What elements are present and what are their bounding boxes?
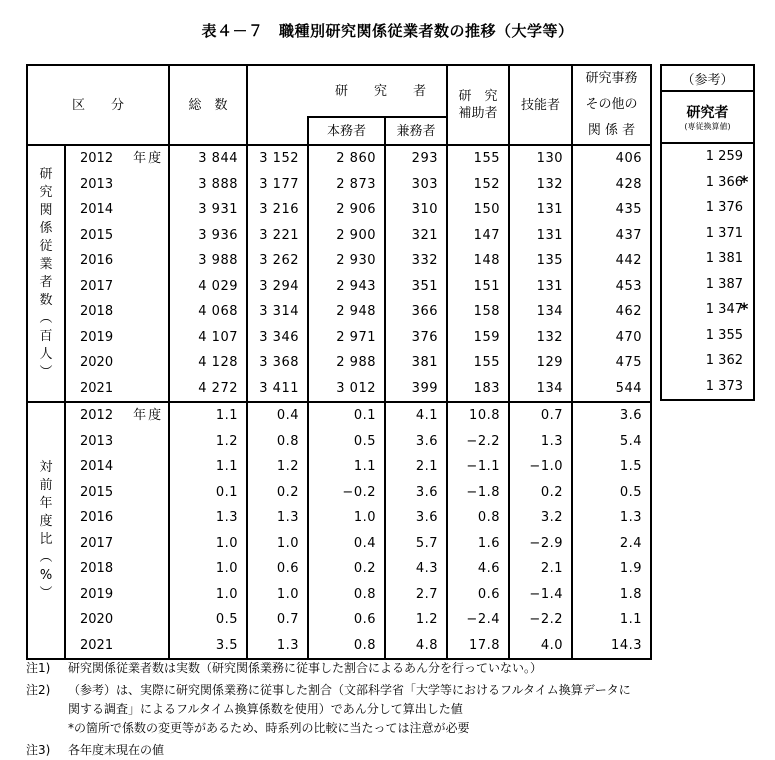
- technicians-cell: 132: [509, 172, 572, 198]
- footnote: 注1) 研究関係従業者数は実数（研究関係業務に従事した割合によるあん分を行っていない。）: [26, 661, 543, 675]
- full-cell: 1.0: [308, 505, 385, 531]
- technicians-cell: 4.0: [509, 633, 572, 660]
- total-cell: 1.0: [169, 531, 247, 557]
- year-cell: 2018: [65, 299, 169, 325]
- header-researchers: 研 究 者: [247, 65, 447, 117]
- assistants-cell: 0.8: [447, 505, 509, 531]
- technicians-cell: 131: [509, 223, 572, 249]
- full-cell: 2 988: [308, 350, 385, 376]
- main-table: [26, 64, 652, 660]
- total-cell: 1.1: [169, 454, 247, 480]
- admin-cell: 453: [572, 274, 651, 300]
- full-cell: 2 873: [308, 172, 385, 198]
- assistants-cell: 10.8: [447, 402, 509, 429]
- full-cell: 0.8: [308, 633, 385, 660]
- researchers-cell: 0.6: [247, 556, 308, 582]
- technicians-cell: 134: [509, 376, 572, 403]
- admin-cell: 1.1: [572, 607, 651, 633]
- total-cell: 0.1: [169, 480, 247, 506]
- part-cell: 4.1: [385, 402, 447, 429]
- researchers-cell: 3 177: [247, 172, 308, 198]
- admin-cell: 1.5: [572, 454, 651, 480]
- researchers-cell: 3 411: [247, 376, 308, 403]
- part-cell: 2.1: [385, 454, 447, 480]
- header-total: 総 数: [169, 65, 247, 145]
- full-cell: 0.2: [308, 556, 385, 582]
- year-cell: 2014: [65, 197, 169, 223]
- technicians-cell: 135: [509, 248, 572, 274]
- technicians-cell: −1.4: [509, 582, 572, 608]
- researchers-cell: 3 294: [247, 274, 308, 300]
- admin-cell: 437: [572, 223, 651, 249]
- reference-table: [660, 64, 755, 401]
- full-cell: 2 971: [308, 325, 385, 351]
- full-cell: 2 906: [308, 197, 385, 223]
- footnote: 注2) （参考）は、実際に研究関係業務に従事した割合（文部科学省「大学等におけるフルタイム換算データに 関する調査」によるフルタイム換算係数を使用）であん分して算出した値 *の箇所で係数の変更等があるため、時系列の比較に当たっては注意が必要: [26, 683, 631, 735]
- total-cell: 3 936: [169, 223, 247, 249]
- full-cell: 0.8: [308, 582, 385, 608]
- researchers-cell: 3 368: [247, 350, 308, 376]
- footnotes: [26, 659, 631, 760]
- total-cell: 1.1: [169, 402, 247, 429]
- header-researchers-full: 本務者: [308, 117, 385, 145]
- total-cell: 1.2: [169, 429, 247, 455]
- table-row: [27, 274, 651, 300]
- year-cell: 2020: [65, 607, 169, 633]
- header-reference-researchers: 研究者 (専従換算値): [661, 91, 754, 143]
- full-cell: 0.1: [308, 402, 385, 429]
- technicians-cell: 134: [509, 299, 572, 325]
- total-cell: 3 988: [169, 248, 247, 274]
- year-cell: 2015: [65, 223, 169, 249]
- full-cell: 1.1: [308, 454, 385, 480]
- table-row: [27, 223, 651, 249]
- part-cell: 381: [385, 350, 447, 376]
- part-cell: 303: [385, 172, 447, 198]
- reference-researchers-cell: 1 373: [661, 374, 754, 401]
- admin-cell: 462: [572, 299, 651, 325]
- header-technicians: 技能者: [509, 65, 572, 145]
- admin-cell: 406: [572, 145, 651, 172]
- admin-cell: 2.4: [572, 531, 651, 557]
- part-cell: 351: [385, 274, 447, 300]
- part-cell: 4.3: [385, 556, 447, 582]
- year-cell: 2021: [65, 376, 169, 403]
- assistants-cell: 159: [447, 325, 509, 351]
- researchers-cell: 1.2: [247, 454, 308, 480]
- full-cell: 2 860: [308, 145, 385, 172]
- full-cell: 2 900: [308, 223, 385, 249]
- technicians-cell: −2.2: [509, 607, 572, 633]
- technicians-cell: 131: [509, 197, 572, 223]
- part-cell: 5.7: [385, 531, 447, 557]
- part-cell: 2.7: [385, 582, 447, 608]
- admin-cell: 435: [572, 197, 651, 223]
- researchers-cell: 0.2: [247, 480, 308, 506]
- researchers-cell: 3 221: [247, 223, 308, 249]
- part-cell: 293: [385, 145, 447, 172]
- researchers-cell: 1.3: [247, 633, 308, 660]
- part-cell: 3.6: [385, 480, 447, 506]
- admin-cell: 5.4: [572, 429, 651, 455]
- reference-researchers-cell: 1 347: [661, 297, 754, 323]
- assistants-cell: 155: [447, 145, 509, 172]
- table-row: [27, 145, 651, 172]
- assistants-cell: 17.8: [447, 633, 509, 660]
- header-researchers-blank: [247, 117, 308, 145]
- coefficient-change-marker: *: [740, 171, 749, 191]
- table-row: [27, 325, 651, 351]
- year-cell: 2017: [65, 531, 169, 557]
- part-cell: 3.6: [385, 429, 447, 455]
- year-cell: 2019: [65, 582, 169, 608]
- total-cell: 4 029: [169, 274, 247, 300]
- assistants-cell: 1.6: [447, 531, 509, 557]
- year-cell: 2013: [65, 172, 169, 198]
- total-cell: 3 931: [169, 197, 247, 223]
- year-cell: 2012 年度: [65, 145, 169, 172]
- technicians-cell: 3.2: [509, 505, 572, 531]
- total-cell: 3 844: [169, 145, 247, 172]
- footnote: 注3) 各年度末現在の値: [26, 743, 165, 757]
- total-cell: 3 888: [169, 172, 247, 198]
- year-cell: 2017: [65, 274, 169, 300]
- table-row: [27, 633, 651, 660]
- reference-researchers-cell: 1 362: [661, 348, 754, 374]
- technicians-cell: 0.7: [509, 402, 572, 429]
- admin-cell: 442: [572, 248, 651, 274]
- admin-cell: 428: [572, 172, 651, 198]
- part-cell: 310: [385, 197, 447, 223]
- technicians-cell: −2.9: [509, 531, 572, 557]
- technicians-cell: 130: [509, 145, 572, 172]
- counts-section-label: 研 究 関 係 従 業 者 数 ︵ 百 人 ︶: [27, 145, 65, 402]
- assistants-cell: 0.6: [447, 582, 509, 608]
- researchers-cell: 1.0: [247, 582, 308, 608]
- technicians-cell: 129: [509, 350, 572, 376]
- researchers-cell: 1.3: [247, 505, 308, 531]
- table-row: [27, 454, 651, 480]
- technicians-cell: 0.2: [509, 480, 572, 506]
- technicians-cell: −1.0: [509, 454, 572, 480]
- header-category: 区 分: [27, 65, 169, 145]
- admin-cell: 470: [572, 325, 651, 351]
- assistants-cell: 158: [447, 299, 509, 325]
- part-cell: 3.6: [385, 505, 447, 531]
- admin-cell: 1.8: [572, 582, 651, 608]
- header-assistants: 研 究 補助者: [447, 65, 509, 145]
- header-admin: 研究事務 その他の 関 係 者: [572, 65, 651, 145]
- assistants-cell: 4.6: [447, 556, 509, 582]
- year-cell: 2012 年度: [65, 402, 169, 429]
- total-cell: 1.0: [169, 556, 247, 582]
- assistants-cell: −1.8: [447, 480, 509, 506]
- assistants-cell: 148: [447, 248, 509, 274]
- coefficient-change-marker: *: [740, 299, 749, 318]
- full-cell: 2 930: [308, 248, 385, 274]
- researchers-cell: 3 314: [247, 299, 308, 325]
- reference-researchers-cell: 1 376: [661, 195, 754, 221]
- researchers-cell: 3 152: [247, 145, 308, 172]
- admin-cell: 1.9: [572, 556, 651, 582]
- table-row: [27, 429, 651, 455]
- admin-cell: 544: [572, 376, 651, 403]
- researchers-cell: 3 216: [247, 197, 308, 223]
- assistants-cell: 152: [447, 172, 509, 198]
- ratios-section-label: 対 前 年 度 比 ︵ % ︶: [27, 402, 65, 659]
- researchers-cell: 0.8: [247, 429, 308, 455]
- total-cell: 4 272: [169, 376, 247, 403]
- table-row: [27, 556, 651, 582]
- assistants-cell: −2.4: [447, 607, 509, 633]
- part-cell: 376: [385, 325, 447, 351]
- full-cell: 0.4: [308, 531, 385, 557]
- assistants-cell: 155: [447, 350, 509, 376]
- admin-cell: 0.5: [572, 480, 651, 506]
- year-cell: 2019: [65, 325, 169, 351]
- reference-researchers-cell: 1 371: [661, 221, 754, 247]
- table-row: [27, 248, 651, 274]
- total-cell: 4 128: [169, 350, 247, 376]
- year-cell: 2018: [65, 556, 169, 582]
- assistants-cell: 183: [447, 376, 509, 403]
- reference-researchers-cell: 1 387: [661, 272, 754, 298]
- part-cell: 4.8: [385, 633, 447, 660]
- technicians-cell: 1.3: [509, 429, 572, 455]
- researchers-cell: 3 346: [247, 325, 308, 351]
- total-cell: 4 068: [169, 299, 247, 325]
- part-cell: 366: [385, 299, 447, 325]
- assistants-cell: −1.1: [447, 454, 509, 480]
- admin-cell: 475: [572, 350, 651, 376]
- total-cell: 1.3: [169, 505, 247, 531]
- year-cell: 2021: [65, 633, 169, 660]
- table-row: [27, 350, 651, 376]
- year-cell: 2016: [65, 505, 169, 531]
- year-cell: 2014: [65, 454, 169, 480]
- year-cell: 2013: [65, 429, 169, 455]
- researchers-cell: 1.0: [247, 531, 308, 557]
- total-cell: 1.0: [169, 582, 247, 608]
- table-row: [27, 531, 651, 557]
- assistants-cell: 147: [447, 223, 509, 249]
- part-cell: 399: [385, 376, 447, 403]
- part-cell: 332: [385, 248, 447, 274]
- table-row: [27, 299, 651, 325]
- header-reference: （参考）: [661, 65, 754, 91]
- reference-researchers-cell: 1 366: [661, 170, 754, 196]
- table-row: [27, 480, 651, 506]
- technicians-cell: 131: [509, 274, 572, 300]
- full-cell: −0.2: [308, 480, 385, 506]
- technicians-cell: 132: [509, 325, 572, 351]
- table-row: [27, 197, 651, 223]
- part-cell: 1.2: [385, 607, 447, 633]
- page-title: 表４－７ 職種別研究関係従業者数の推移（大学等）: [201, 22, 574, 40]
- admin-cell: 14.3: [572, 633, 651, 660]
- reference-researchers-cell: 1 381: [661, 246, 754, 272]
- table-row: [27, 172, 651, 198]
- year-cell: 2015: [65, 480, 169, 506]
- total-cell: 4 107: [169, 325, 247, 351]
- total-cell: 3.5: [169, 633, 247, 660]
- table-row: [27, 582, 651, 608]
- admin-cell: 1.3: [572, 505, 651, 531]
- table-row: [27, 376, 651, 403]
- researchers-cell: 0.7: [247, 607, 308, 633]
- year-cell: 2016: [65, 248, 169, 274]
- assistants-cell: 151: [447, 274, 509, 300]
- researchers-cell: 0.4: [247, 402, 308, 429]
- admin-cell: 3.6: [572, 402, 651, 429]
- total-cell: 0.5: [169, 607, 247, 633]
- reference-researchers-cell: 1 259: [661, 143, 754, 170]
- assistants-cell: 150: [447, 197, 509, 223]
- header-researchers-part: 兼務者: [385, 117, 447, 145]
- researchers-cell: 3 262: [247, 248, 308, 274]
- full-cell: 0.5: [308, 429, 385, 455]
- year-cell: 2020: [65, 350, 169, 376]
- table-row: [27, 402, 651, 429]
- full-cell: 3 012: [308, 376, 385, 403]
- reference-researchers-cell: 1 355: [661, 323, 754, 349]
- assistants-cell: −2.2: [447, 429, 509, 455]
- full-cell: 2 943: [308, 274, 385, 300]
- full-cell: 2 948: [308, 299, 385, 325]
- table-row: [27, 505, 651, 531]
- table-row: [27, 607, 651, 633]
- technicians-cell: 2.1: [509, 556, 572, 582]
- part-cell: 321: [385, 223, 447, 249]
- full-cell: 0.6: [308, 607, 385, 633]
